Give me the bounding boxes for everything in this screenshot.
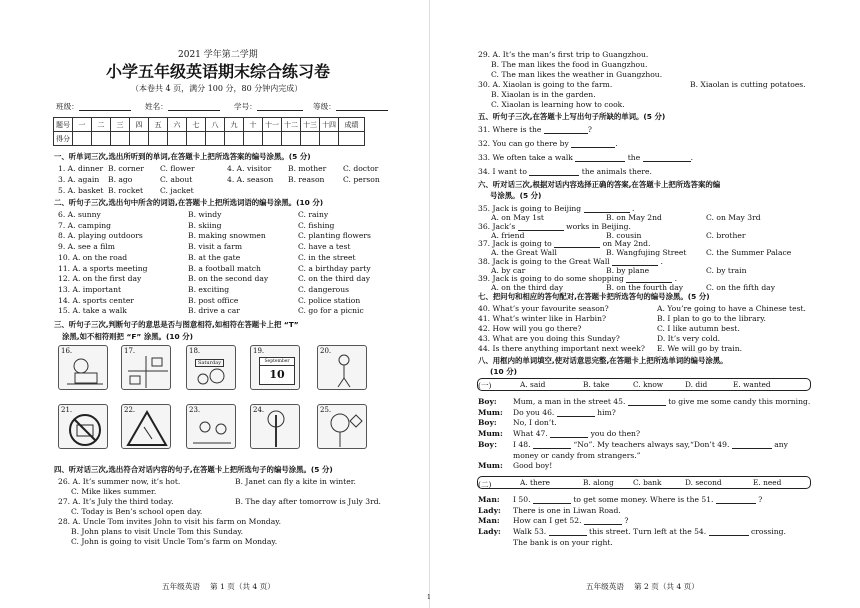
- dialogue-line: [513, 418, 557, 427]
- choice-b[interactable]: B. on May 2nd: [606, 213, 662, 222]
- dialogue-line: [513, 451, 641, 460]
- choice-b[interactable]: B. on the fourth day: [606, 283, 684, 292]
- text-segment: on May 2nd.: [602, 239, 651, 248]
- listening-option: C. a birthday party: [298, 263, 371, 273]
- score-cell[interactable]: [339, 132, 365, 146]
- q32-blank[interactable]: [571, 140, 615, 148]
- text-segment: Walk 53.: [513, 527, 547, 537]
- q27-option-c: C. Today is Ben’s school open day.: [71, 507, 203, 516]
- speaker-label: Lady:: [478, 527, 501, 537]
- score-cell[interactable]: [92, 132, 111, 146]
- text-segment: works in Beijing.: [566, 221, 631, 231]
- question-39: [478, 274, 677, 283]
- question-35: [478, 204, 634, 213]
- match-answer[interactable]: A. You’re going to have a Chinese test.: [657, 304, 806, 313]
- score-head: 十: [244, 118, 263, 132]
- speaker-label: Mum:: [478, 407, 503, 417]
- listening-option: B. skiing: [188, 220, 222, 230]
- score-row-label: 得分: [54, 132, 73, 146]
- text-segment: Mum, a man in the street 45.: [513, 397, 626, 406]
- text-segment: ?: [624, 516, 629, 526]
- score-cell[interactable]: [149, 132, 168, 146]
- score-cell[interactable]: [301, 132, 320, 146]
- q27-option-b: B. The day after tomorrow is July 3rd.: [235, 497, 381, 506]
- listening-option: 7. A. camping: [58, 220, 111, 230]
- choice-a[interactable]: A. on the third day: [491, 283, 563, 292]
- picture-22: 22.: [121, 404, 171, 449]
- speaker-label: Boy:: [478, 397, 497, 406]
- picture-18: 18. Saturday: [186, 345, 236, 390]
- speaker-label: Mum:: [478, 429, 503, 439]
- choice-c[interactable]: C. the Summer Palace: [706, 248, 792, 257]
- q26-option-b: B. Janet can fly a kite in winter.: [235, 477, 356, 486]
- text-segment: him?: [597, 407, 616, 417]
- text-segment: money or candy from strangers.”: [513, 450, 641, 460]
- answer-blank[interactable]: [628, 398, 666, 406]
- listening-option: C. flower: [160, 164, 195, 173]
- text-segment: to give me some candy this morning.: [668, 397, 811, 406]
- listening-option: B. reason: [288, 175, 325, 184]
- text-segment: 39. Jack is going to do some shopping: [478, 274, 624, 283]
- listening-option: 6. A. sunny: [58, 210, 101, 219]
- text-segment: you do then?: [590, 429, 641, 439]
- score-cell[interactable]: [263, 132, 282, 146]
- listening-option: 11. A. a sports meeting: [58, 263, 148, 273]
- page-2-footer: 五年级英语 第 2 页（共 4 页）: [586, 582, 699, 591]
- text-segment: .: [660, 256, 663, 266]
- q29-option-a: 29. A. It’s the man’s first trip to Guangzhou.: [478, 50, 649, 59]
- section-6-heading-2: 号涂黑。(5 分): [490, 191, 542, 200]
- calendar-day: 10: [269, 368, 285, 381]
- text-segment: this street. Turn left at the 54.: [589, 527, 707, 537]
- word-box-2: [477, 476, 811, 489]
- match-question: 41. What’s winter like in Harbin?: [478, 314, 607, 323]
- text-segment: 36. Jack’s: [478, 221, 516, 231]
- text-segment: What 47.: [513, 429, 548, 439]
- dialogue-line: [513, 408, 616, 417]
- speaker-label: Man:: [478, 516, 500, 526]
- text-segment: No, I don’t.: [513, 418, 557, 428]
- match-question: 44. Is there anything important next week?: [478, 344, 645, 353]
- dialogue-line: [513, 429, 640, 438]
- listening-option: 5. A. basket: [58, 186, 104, 195]
- listening-option: 12. A. on the first day: [58, 274, 142, 284]
- picture-24: 24.: [250, 404, 300, 449]
- word-option: D. did: [685, 380, 708, 389]
- choice-c[interactable]: C. on May 3rd: [706, 213, 761, 222]
- choice-b[interactable]: B. Wangfujing Street: [606, 248, 687, 257]
- calendar-icon: [259, 357, 295, 385]
- listening-option: 9. A. see a film: [58, 242, 115, 252]
- q26-option-c: C. Mike likes summer.: [71, 487, 157, 496]
- q34: 34. I want to the animals there.: [478, 167, 652, 176]
- score-cell[interactable]: [244, 132, 263, 146]
- calendar-month: September: [260, 358, 294, 366]
- q27-option-a: 27. A. It’s July the third today.: [58, 497, 174, 506]
- score-head: 八: [206, 118, 225, 132]
- center-page-mark: 1: [427, 594, 431, 601]
- answer-blank[interactable]: [584, 517, 622, 525]
- answer-blank[interactable]: [557, 409, 595, 417]
- score-table: [53, 117, 365, 146]
- word-box-1-tag: (一): [478, 381, 492, 390]
- listening-option: B. windy: [188, 210, 222, 219]
- match-answer[interactable]: E. We will go by train.: [657, 344, 743, 353]
- dialogue-line: [513, 506, 621, 515]
- dialogue-line: [513, 397, 810, 406]
- section-8-heading-2: (10 分): [490, 367, 518, 376]
- listening-option: B. on the second day: [188, 274, 269, 284]
- answer-blank[interactable]: [612, 258, 658, 266]
- question-36: [478, 222, 631, 231]
- student-number-field[interactable]: 学号：: [234, 102, 303, 111]
- score-cell[interactable]: [168, 132, 187, 146]
- answer-blank[interactable]: [518, 223, 564, 231]
- answer-blank[interactable]: [554, 240, 600, 248]
- listening-option: B. rocket: [108, 186, 144, 195]
- exam-subtitle: （本卷共 4 页，满分 100 分，80 分钟内完成）: [131, 84, 303, 93]
- listening-option: 13. A. important: [58, 284, 122, 294]
- picture-23: 23.: [186, 404, 236, 449]
- choice-a[interactable]: A. by car: [491, 265, 526, 275]
- picture-20: 20.: [317, 345, 367, 390]
- answer-blank[interactable]: [549, 528, 587, 536]
- text-segment: to get some money. Where is the 51.: [573, 495, 714, 504]
- score-head: 十三: [301, 118, 320, 132]
- listening-option: C. fishing: [298, 220, 335, 230]
- score-head: 九: [225, 118, 244, 132]
- match-answer[interactable]: C. I like autumn best.: [657, 324, 740, 333]
- section-3-heading-2: 涂黑,如不相符则把 “F” 涂黑。(10 分): [62, 332, 194, 341]
- listening-option: C. person: [343, 175, 380, 184]
- choice-b[interactable]: B. cousin: [606, 230, 642, 240]
- word-option: E. wanted: [733, 380, 771, 389]
- dialogue-line: [513, 495, 762, 504]
- speaker-label: Boy：: [478, 439, 502, 449]
- word-option: A. said: [520, 380, 546, 389]
- listening-option: 10. A. on the road: [58, 252, 128, 262]
- listening-option: 15. A. take a walk: [58, 306, 127, 316]
- answer-blank[interactable]: [533, 496, 571, 504]
- q31-blank[interactable]: [544, 126, 588, 134]
- score-head: 成绩: [339, 118, 365, 132]
- listening-option: 1. A. dinner: [58, 164, 104, 173]
- listening-option: C. have a test: [298, 242, 351, 252]
- picture-16: 16.: [58, 345, 108, 390]
- answer-blank[interactable]: [709, 528, 749, 536]
- speaker-label: Boy:: [478, 418, 497, 428]
- question-37: [478, 239, 650, 248]
- listening-option: B. a football match: [188, 263, 261, 273]
- term-label: 2021 学年第二学期: [178, 50, 258, 60]
- speaker-label: Mum:: [478, 461, 503, 471]
- question-38: [478, 257, 663, 266]
- dialogue-line: [513, 440, 788, 449]
- section-4-heading: 四、听对话三次,选出符合对话内容的句子,在答题卡上把所选句子的编号涂黑。(5 分): [54, 465, 333, 474]
- listening-option: 3. A. again: [58, 175, 100, 184]
- page-1-footer: 五年级英语 第 1 页（共 4 页）: [162, 582, 275, 591]
- text-segment: any: [774, 439, 788, 449]
- match-question: 40. What’s your favourite season?: [478, 304, 609, 313]
- text-segment: .: [674, 274, 678, 283]
- score-cell[interactable]: [225, 132, 244, 146]
- text-segment: Good boy!: [513, 461, 553, 471]
- q29-option-b: B. The man likes the food in Guangzhou.: [491, 60, 648, 69]
- answer-blank[interactable]: [550, 430, 588, 438]
- q28-option-a: 28. A. Uncle Tom invites John to visit his farm on Monday.: [58, 517, 282, 526]
- listening-option: B. at the gate: [188, 252, 241, 262]
- match-answer[interactable]: B. I plan to go to the library.: [657, 314, 766, 323]
- text-segment: How can I get 52.: [513, 516, 582, 526]
- q34-blank[interactable]: [529, 168, 579, 176]
- score-cell[interactable]: [111, 132, 130, 146]
- q28-option-c: C. John is going to visit Uncle Tom’s farm on Monday.: [71, 537, 278, 546]
- q26-option-a: 26. A. It’s summer now, it’s hot.: [58, 477, 181, 486]
- section-3-heading-1: 三、听句子三次,判断句子的意思是否与图意相符,如相符在答题卡上把 “T”: [54, 320, 299, 329]
- listening-option: B. post office: [188, 295, 239, 305]
- answer-blank[interactable]: [626, 275, 672, 283]
- class-field[interactable]: 班级：: [56, 102, 131, 111]
- q30-option-a: 30. A. Xiaolan is going to the farm.: [478, 80, 613, 89]
- listening-option: B. making snowmen: [188, 231, 266, 241]
- grade-field[interactable]: 等级：: [313, 102, 388, 111]
- q33-blank-1[interactable]: [575, 154, 625, 162]
- text-segment: “No”. My teachers always say,“Don’t 49.: [573, 439, 730, 449]
- listening-option: C. planting flowers: [298, 231, 371, 241]
- score-head: 七: [187, 118, 206, 132]
- listening-option: B. drive a car: [188, 306, 240, 316]
- word-option: B. along: [583, 478, 614, 487]
- score-head: 五: [149, 118, 168, 132]
- score-cell[interactable]: [130, 132, 149, 146]
- listening-option: C. jacket: [160, 186, 194, 195]
- score-head: 六: [168, 118, 187, 132]
- page-2: [430, 0, 860, 608]
- answer-blank[interactable]: [716, 496, 756, 504]
- q30-option-b-right: B. Xiaolan is cutting potatoes.: [690, 80, 806, 89]
- dialogue-line: [513, 527, 786, 536]
- match-question: 43. What are you doing this Sunday?: [478, 334, 620, 343]
- score-cell[interactable]: [187, 132, 206, 146]
- section-1-heading: 一、听单词三次,选出所听到的单词,在答题卡上把所选答案的编号涂黑。(5 分): [54, 152, 311, 161]
- listening-option: 4. A. visitor: [227, 164, 272, 173]
- picture-21: 21.: [58, 404, 108, 449]
- picture-19: 19. September 10: [250, 345, 300, 390]
- word-option: D. second: [685, 478, 722, 487]
- name-field[interactable]: 姓名：: [145, 102, 220, 111]
- score-head: 十一: [263, 118, 282, 132]
- text-segment: 38. Jack is going to the Great Wall: [478, 256, 610, 266]
- picture-17: 17.: [121, 345, 171, 390]
- answer-blank[interactable]: [732, 441, 772, 449]
- speaker-label: Lady:: [478, 505, 501, 515]
- listening-option: C. police station: [298, 295, 361, 305]
- choice-c[interactable]: C. brother: [706, 230, 746, 240]
- choice-c[interactable]: C. by train: [706, 265, 747, 275]
- text-segment: .: [632, 204, 635, 213]
- score-cell[interactable]: [282, 132, 301, 146]
- q32: 32. You can go there by .: [478, 139, 618, 148]
- listening-option: C. rainy: [298, 210, 329, 219]
- section-5-heading: 五、听句子三次,在答题卡上写出句子所缺的单词。(5 分): [478, 112, 666, 121]
- listening-option: B. visit a farm: [188, 242, 243, 252]
- q30-option-b: B. Xiaolan is in the garden.: [491, 90, 596, 99]
- text-segment: Do you 46.: [513, 407, 555, 417]
- answer-blank[interactable]: [584, 205, 630, 213]
- choice-a[interactable]: A. on May 1st: [491, 213, 544, 222]
- text-segment: I 48.: [513, 439, 531, 449]
- word-option: E. need: [753, 478, 782, 487]
- score-head: 一: [73, 118, 92, 132]
- q29-option-c: C. The man likes the weather in Guangzhou.: [491, 70, 663, 79]
- score-head: 三: [111, 118, 130, 132]
- q31: 31. Where is the ?: [478, 125, 592, 134]
- text-segment: 37. Jack is going to: [478, 239, 552, 248]
- text-segment: The bank is on your right.: [513, 537, 613, 547]
- exam-title: 小学五年级英语期末综合练习卷: [106, 62, 331, 81]
- text-segment: crossing.: [751, 527, 786, 537]
- score-head: 题号: [54, 118, 73, 132]
- q33-blank-2[interactable]: [643, 154, 691, 162]
- section-8-heading-1: 八、用框内的单词填空,使对话意思完整,在答题卡上把所选单词的编号涂黑。: [478, 356, 728, 365]
- score-head: 二: [92, 118, 111, 132]
- choice-c[interactable]: C. on the fifth day: [706, 283, 776, 292]
- word-box-1: [477, 378, 811, 391]
- listening-option: C. on the third day: [298, 274, 371, 284]
- score-cell[interactable]: [73, 132, 92, 146]
- dialogue-line: [513, 516, 628, 525]
- listening-option: B. exciting: [188, 284, 230, 294]
- listening-option: 14. A. sports center: [58, 295, 134, 305]
- listening-option: B. mother: [288, 164, 327, 173]
- listening-option: 4. A. season: [227, 175, 274, 184]
- picture-25: 25.: [317, 404, 367, 449]
- match-question: 42. How will you go there?: [478, 324, 582, 333]
- section-6-heading-1: 六、听对话三次,根据对话内容选择正确的答案,在答题卡上把所选答案的编: [478, 180, 721, 189]
- choice-a[interactable]: A. friend: [491, 230, 525, 240]
- choice-b[interactable]: B. by plane: [606, 265, 650, 275]
- q33: 33. We often take a walk the .: [478, 153, 694, 162]
- section-7-heading: 七、把问句和相应的答句配对,在答题卡把所选答句的编号涂黑。(5 分): [478, 292, 710, 301]
- text-segment: 35. Jack is going to Beijing: [478, 204, 582, 213]
- score-head: 四: [130, 118, 149, 132]
- listening-option: C. in the street: [298, 252, 356, 262]
- score-cell[interactable]: [206, 132, 225, 146]
- listening-option: C. dangerous: [298, 284, 349, 294]
- q28-option-b: B. John plans to visit Uncle Tom this Sunday.: [71, 527, 244, 536]
- word-option: C. know: [633, 380, 664, 389]
- match-answer[interactable]: D. It’s very cold.: [657, 334, 721, 343]
- listening-option: 8. A. playing outdoors: [58, 231, 143, 241]
- score-cell[interactable]: [320, 132, 339, 146]
- text-segment: There is one in Liwan Road.: [513, 505, 621, 515]
- dialogue-line: [513, 538, 613, 547]
- word-option: C. bank: [633, 478, 662, 487]
- listening-option: B. corner: [108, 164, 144, 173]
- speaker-label: Man:: [478, 495, 500, 504]
- listening-option: B. ago: [108, 175, 133, 184]
- text-segment: I 50.: [513, 495, 531, 504]
- word-box-2-tag: (二): [478, 480, 492, 489]
- section-2-heading: 二、听句子三次,选出句中所含的词语,在答题卡上把所选词语的编号涂黑。(10 分): [54, 198, 324, 207]
- word-option: B. take: [583, 380, 610, 389]
- saturday-sign: Saturday: [195, 359, 224, 367]
- word-option: A. there: [520, 478, 551, 487]
- listening-option: C. about: [160, 175, 193, 184]
- choice-a[interactable]: A. the Great Wall: [491, 248, 557, 257]
- text-segment: ?: [758, 495, 763, 504]
- score-head: 十四: [320, 118, 339, 132]
- dialogue-line: [513, 461, 552, 470]
- score-head: 十二: [282, 118, 301, 132]
- answer-blank[interactable]: [533, 441, 571, 449]
- listening-option: C. go for a picnic: [298, 306, 364, 316]
- q30-option-c: C. Xiaolan is learning how to cook.: [491, 100, 625, 109]
- listening-option: C. doctor: [343, 164, 379, 173]
